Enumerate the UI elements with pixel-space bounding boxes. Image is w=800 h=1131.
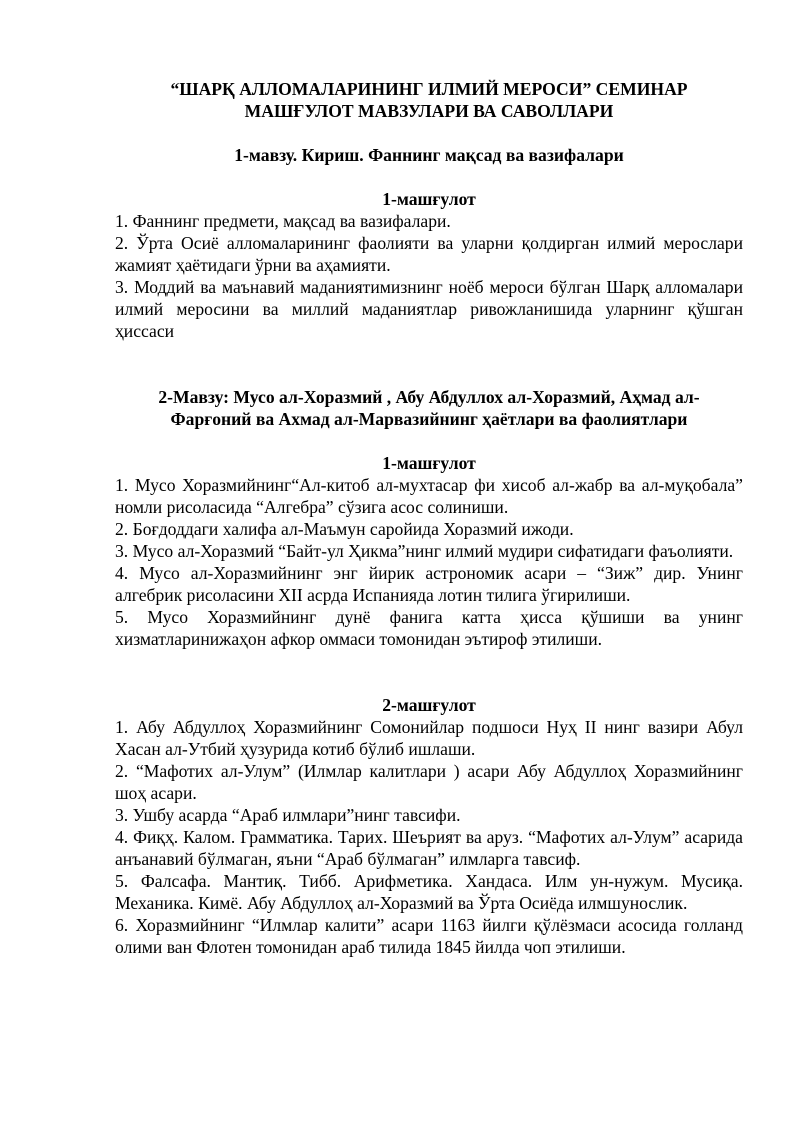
list-item: 6. Хоразмийнинг “Илмлар калити” асари 1163 йилги қўлёзмаси асосида голланд олими ван Флотен томонидан араб тилида 1845 йилда чоп этилиши. <box>115 915 743 957</box>
list-item: 4. Мусо ал-Хоразмийнинг энг йирик астрономик асари – “Зиж” дир. Унинг алгебрик рисоласини XII асрда Испанияда лотин тилига ўгирилиши. <box>115 563 743 605</box>
document-title-line-2: МАШҒУЛОТ МАВЗУЛАРИ ВА САВОЛЛАРИ <box>244 101 614 121</box>
list-item: 2. Боғдоддаги халифа ал-Маъмун саройида Хоразмий ижоди. <box>115 519 574 539</box>
document-title-line-1: “ШАРҚ АЛЛОМАЛАРИНИНГ ИЛМИЙ МЕРОСИ” СЕМИНАР <box>170 79 688 99</box>
list-item: 4. Фиқҳ. Калом. Грамматика. Тарих. Шеърият ва аруз. “Мафотих ал-Улум” асарида анъанавий бўлмаган, яъни “Араб бўлмаган” илмларга тавсиф. <box>115 827 743 869</box>
list-item: 1. Фаннинг предмети, мақсад ва вазифалари. <box>115 211 451 231</box>
topic-2-heading-line-1: 2-Мавзу: Мусо ал-Хоразмий , Абу Абдуллох ал-Хоразмий, Аҳмад ал- <box>158 387 700 407</box>
list-item: 3. Мусо ал-Хоразмий “Байт-ул Ҳикма”нинг илмий мудири сифатидаги фаъолияти. <box>115 541 734 561</box>
list-item: 3. Ушбу асарда “Араб илмлари”нинг тавсифи. <box>115 805 461 825</box>
topic-2-heading-line-2: Фарғоний ва Ахмад ал-Марвазийнинг ҳаётлари ва фаолиятлари <box>170 409 688 429</box>
topic-1-heading: 1-мавзу. Кириш. Фаннинг мақсад ва вазифалари <box>234 145 624 165</box>
list-item: 2. “Мафотих ал-Улум” (Илмлар калитлари ) асари Абу Абдуллоҳ Хоразмийнинг шоҳ асари. <box>115 761 743 803</box>
list-item: 5. Мусо Хоразмийнинг дунё фанига катта ҳисса қўшиши ва унинг хизматларинижаҳон афкор оммаси томонидан эътироф этилиши. <box>115 607 743 649</box>
document-page <box>115 78 743 958</box>
list-item: 1. Мусо Хоразмийнинг“Ал-китоб ал-мухтасар фи хисоб ал-жабр ва ал-муқобала” номли рисоласида “Алгебра” сўзига асос солиниши. <box>115 475 743 517</box>
list-item: 2. Ўрта Осиё алломаларининг фаолияти ва уларни қолдирган илмий мерослари жамият ҳаётидаги ўрни ва аҳамияти. <box>115 233 743 275</box>
list-item: 5. Фалсафа. Мантиқ. Тибб. Арифметика. Хандаса. Илм ун-нужум. Мусиқа. Механика. Кимё. Абу Абдуллоҳ ал-Хоразмий ва Ўрта Осиёда илмшунослик. <box>115 871 743 913</box>
topic-2-session-2-heading: 2-машғулот <box>382 695 476 715</box>
list-item: 3. Моддий ва маънавий маданиятимизнинг ноёб мероси бўлган Шарқ алломалари илмий меросини ва миллий маданиятлар ривожланишида уларнинг қўшган ҳиссаси <box>115 277 743 341</box>
list-item: 1. Абу Абдуллоҳ Хоразмийнинг Сомонийлар подшоси Нуҳ II нинг вазири Абул Хасан ал-Утбий ҳузурида котиб бўлиб ишлаши. <box>115 717 743 759</box>
topic-2-session-1-heading: 1-машғулот <box>382 453 476 473</box>
topic-1-session-1-heading: 1-машғулот <box>382 189 476 209</box>
